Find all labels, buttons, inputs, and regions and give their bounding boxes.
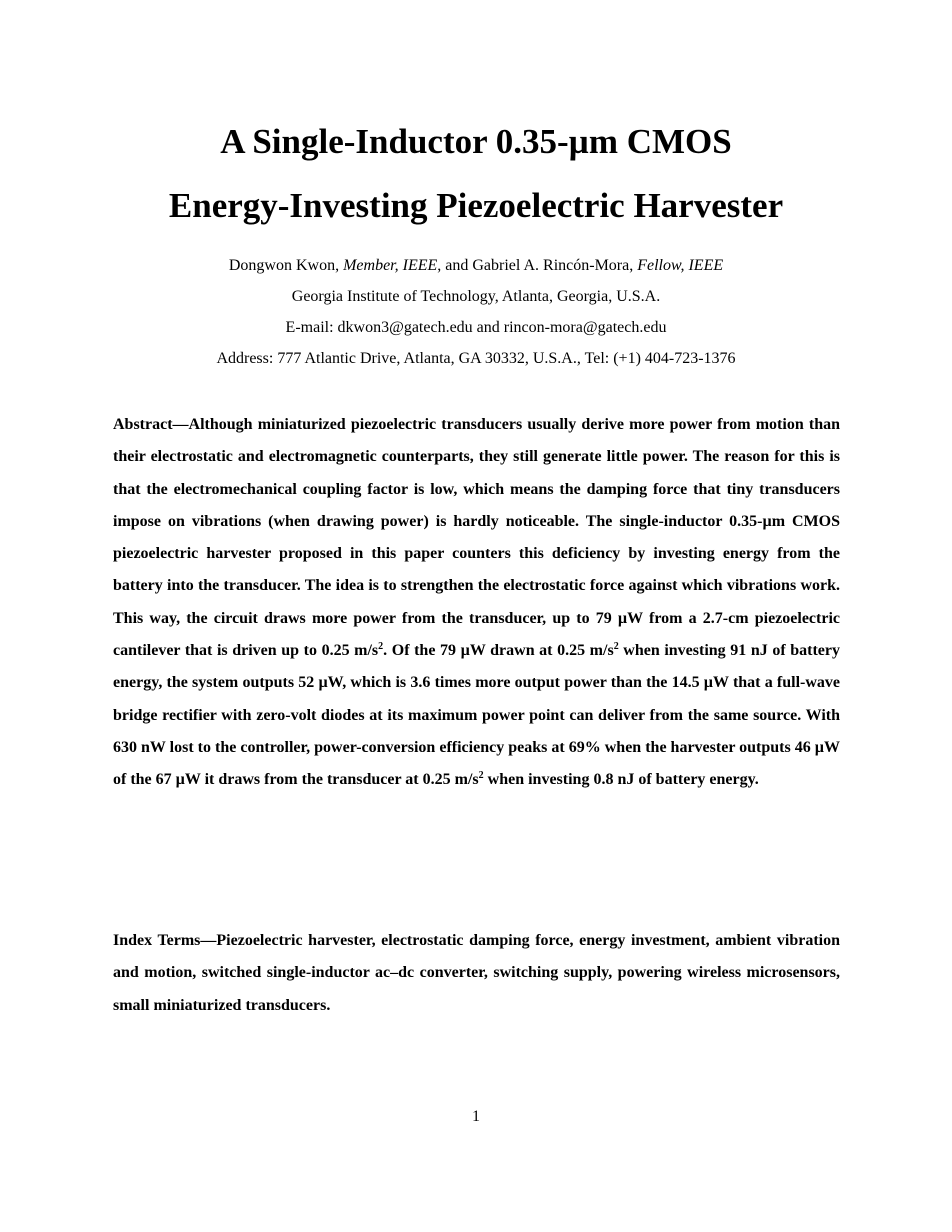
abstract-superscript-1: 2	[378, 641, 384, 653]
abstract-superscript-3: 2	[478, 770, 484, 782]
author1-name: Dongwon Kwon,	[228, 257, 344, 274]
abstract	[113, 409, 840, 797]
abstract-superscript-2: 2	[613, 641, 619, 653]
author-connector: , and Gabriel A. Rincón-Mora,	[437, 257, 638, 274]
affiliation: Georgia Institute of Technology, Atlanta, Georgia, U.S.A.	[291, 288, 661, 305]
abstract-text-2: . Of the 79 µW drawn at 0.25 m/s	[383, 642, 614, 660]
title-line-1: A Single-Inductor 0.35-µm CMOS	[220, 122, 732, 161]
author2-role: Fellow, IEEE	[637, 257, 724, 274]
author-line	[0, 250, 952, 281]
abstract-text-1: Abstract—Although miniaturized piezoelectric transducers usually derive more power from motion than their electrostatic and electromagnetic counterparts, they still generate little power. The reason for this is that the electromechanical coupling factor is low, which means the damping force that tiny transducers impose on vibrations (when drawing power) is hardly noticeable. The single-inductor 0.35-µm CMOS piezoelectric harvester proposed in this paper counters this deficiency by investing energy from the battery into the transducer. The idea is to strengthen the electrostatic force against which vibrations work. This way, the circuit draws more power from the transducer, up to 79 µW from a 2.7-cm piezoelectric cantilever that is driven up to 0.25 m/s	[113, 416, 840, 660]
abstract-text-3: when investing 91 nJ of battery energy, the system outputs 52 µW, which is 3.6 times more output power than the 14.5 µW that a full-wave bridge rectifier with zero-volt diodes at its maximum power point can deliver from the same source. With 630 nW lost to the controller, power-conversion efficiency peaks at 69% when the harvester outputs 46 µW of the 67 µW it draws from the transducer at 0.25 m/s	[113, 642, 841, 789]
index-terms: Index Terms—Piezoelectric harvester, electrostatic damping force, energy investment, ambient vibration and motion, switched single-inductor ac–dc converter, switching supply, powering wireless microsensors, small miniaturized transducers.	[113, 932, 840, 1014]
email-line: E-mail: dkwon3@gatech.edu and rincon-mora@gatech.edu	[285, 319, 667, 336]
address-line: Address: 777 Atlantic Drive, Atlanta, GA 30332, U.S.A., Tel: (+1) 404-723-1376	[216, 350, 736, 367]
paper-title	[0, 110, 952, 238]
title-line-2: Energy-Investing Piezoelectric Harvester	[168, 186, 784, 225]
page-number: 1	[472, 1108, 480, 1125]
abstract-text-4: when investing 0.8 nJ of battery energy.	[483, 771, 759, 789]
author1-role: Member, IEEE	[343, 257, 438, 274]
author-block	[0, 250, 952, 374]
